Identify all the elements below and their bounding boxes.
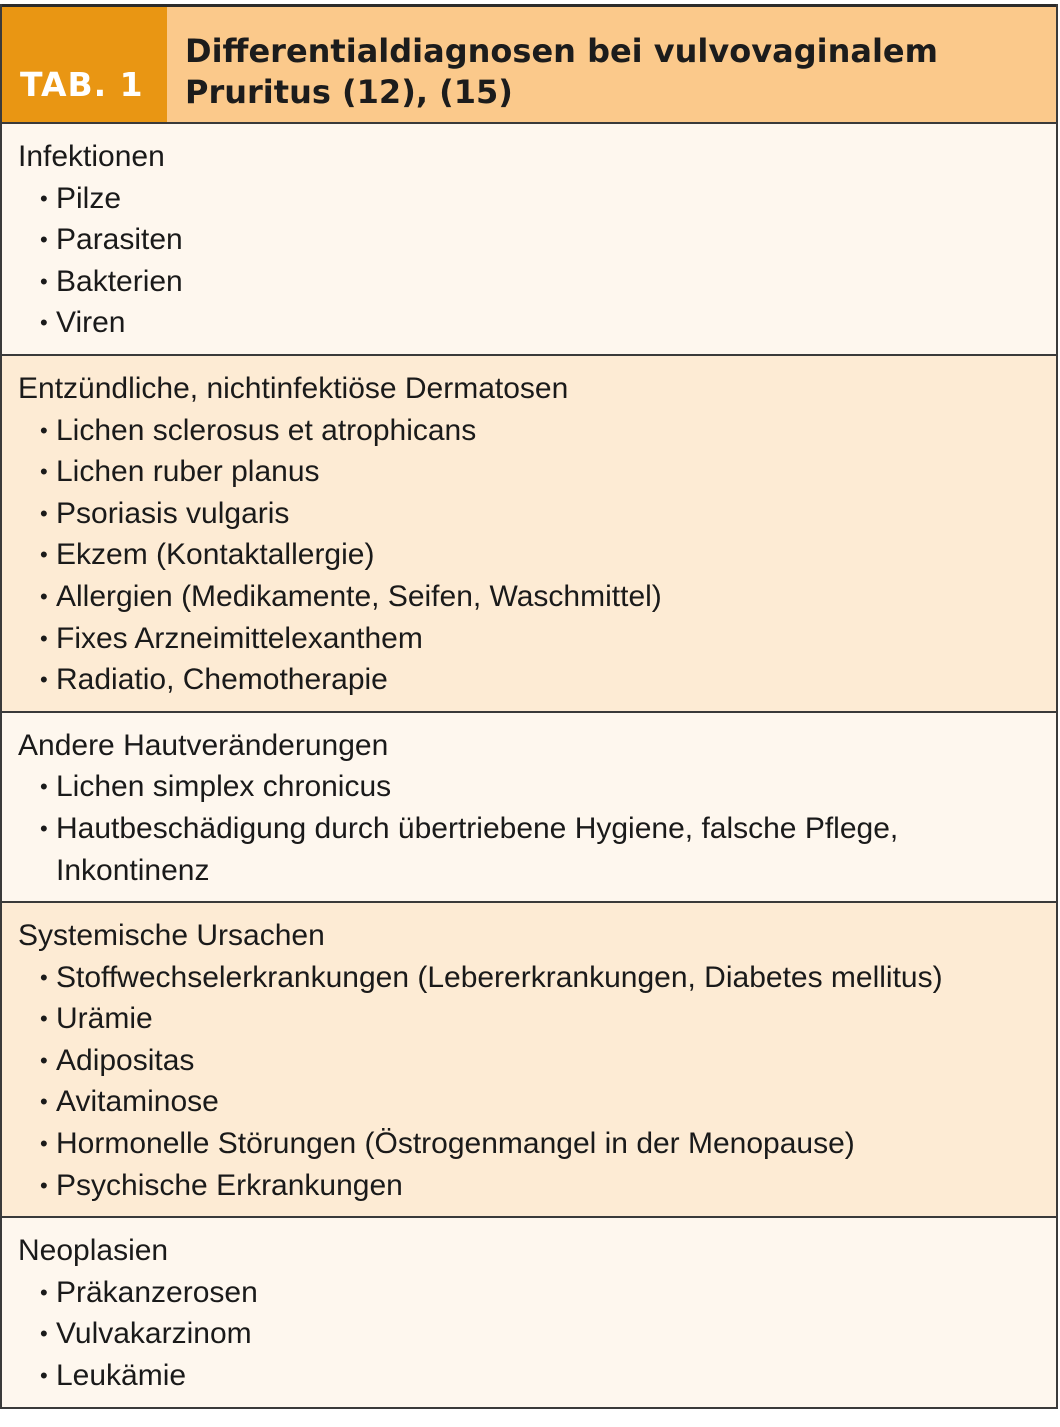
list-item: • Psychische Erkrankungen [18,1165,1040,1207]
section-item-list [18,1272,1040,1397]
section-item-list [18,957,1040,1207]
list-item: • Leukämie [18,1355,1040,1397]
list-item: • Fixes Arzneimittelexanthem [18,618,1040,660]
table-number-label: TAB. 1 [2,7,167,122]
list-item: • Radiatio, Chemotherapie [18,659,1040,701]
differential-diagnosis-table [0,4,1058,1409]
section-heading: Neoplasien [18,1234,169,1268]
list-item: • Viren [18,302,1040,344]
list-item: • Lichen sclerosus et atrophicans [18,410,1040,452]
table-title [167,7,1056,122]
list-item: • Psoriasis vulgaris [18,493,1040,535]
section-systemische-ursachen [2,903,1056,1218]
section-heading: Infektionen [18,140,165,173]
section-hautveraenderungen [2,713,1056,903]
list-item: • Adipositas [18,1040,1040,1082]
section-heading: Andere Hautveränderungen [18,728,389,762]
list-item: • Hautbeschädigung durch übertriebene Hygiene, falsche Pflege, Inkontinenz [18,808,1040,891]
list-item: • Lichen simplex chronicus [18,766,1040,808]
list-item: • Vulvakarzinom [18,1313,1040,1355]
section-heading: Systemische Ursachen [18,919,325,953]
section-neoplasien [2,1218,1056,1406]
list-item: • Präkanzerosen [18,1272,1040,1314]
list-item: • Ekzem (Kontaktallergie) [18,534,1040,576]
list-item: • Avitaminose [18,1081,1040,1123]
section-infektionen [2,124,1056,356]
section-item-list [18,766,1040,891]
list-item: • Pilze [18,178,1040,220]
list-item: • Lichen ruber planus [18,451,1040,493]
list-item: • Urämie [18,998,1040,1040]
section-heading: Entzündliche, nichtinfektiöse Dermatosen [18,371,569,405]
list-item: • Hormonelle Störungen (Östrogenmangel in der Menopause) [18,1123,1040,1165]
section-item-list [18,410,1040,701]
table-title-line-1: Differentialdiagnosen bei vulvovaginalem [185,32,938,70]
table-header [2,4,1056,124]
list-item: • Allergien (Medikamente, Seifen, Waschmittel) [18,576,1040,618]
list-item: • Parasiten [18,219,1040,261]
section-item-list [18,178,1040,344]
section-dermatosen [2,356,1056,713]
list-item: • Bakterien [18,261,1040,303]
table-title-line-2: Pruritus (12), (15) [185,73,513,111]
list-item: • Stoffwechselerkrankungen (Lebererkrankungen, Diabetes mellitus) [18,957,1040,999]
